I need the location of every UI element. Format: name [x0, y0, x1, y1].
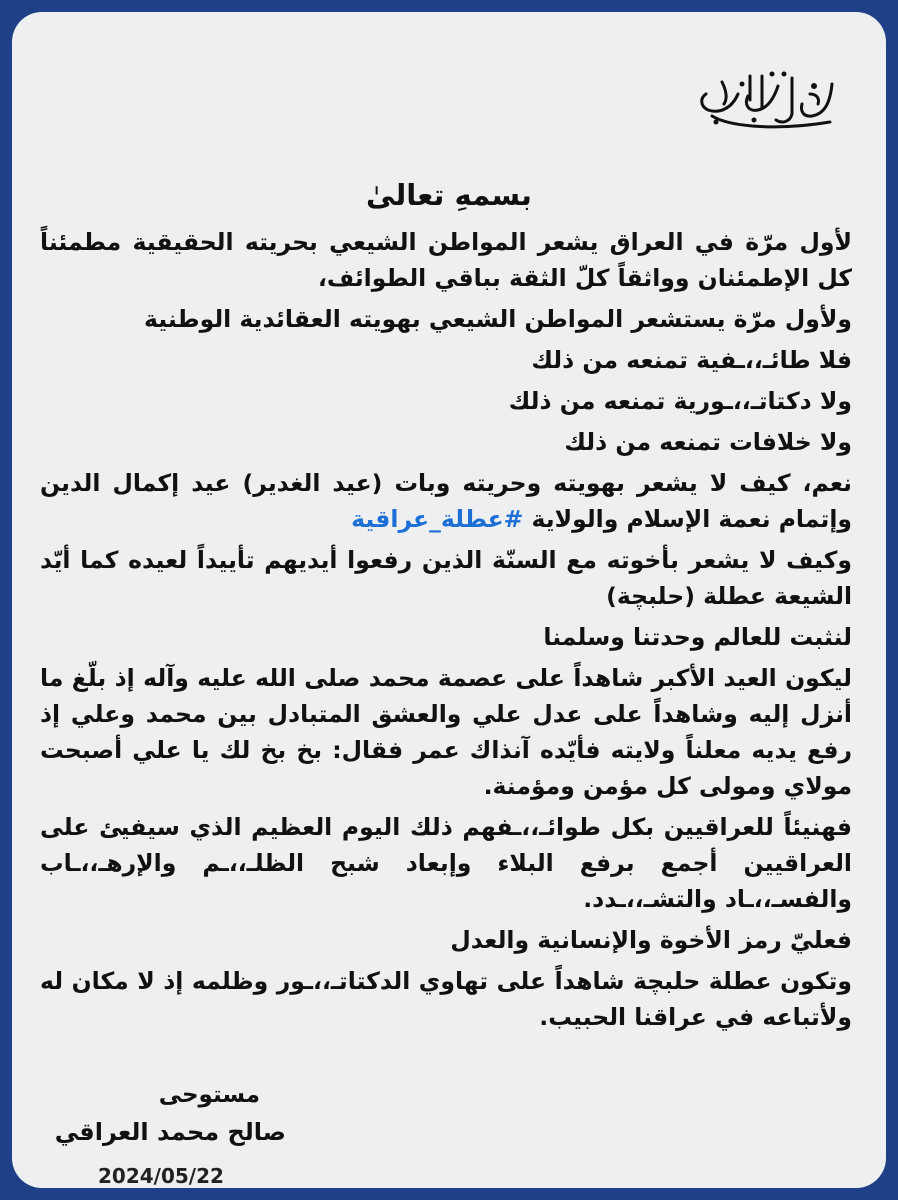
paragraph-congratulations: فهنيئاً للعراقيين بكل طوائـ،،ـفهم ذلك اليوم العظيم الذي سيفيئ على العراقيين أجمع برفع البلاء وإبعاد شبح الظلـ،،ـم والإرهـ،،ـاب والفسـ،،ـاد والتشـ،،ـدد.	[40, 813, 852, 913]
document-date: 2024/05/22	[98, 1164, 224, 1188]
paragraph-first-time: لأول مرّة في العراق يشعر المواطن الشيعي بحريته الحقيقية مطمئناً كل الإطمئنان وواثقاً كلّ الثقة بباقي الطوائف،	[40, 228, 852, 292]
paragraph-halabja: وتكون عطلة حلبچة شاهداً على تهاوي الدكتاتـ،،ـور وظلمه إذ لا مكان له ولأتباعه في عراقنا الحبيب.	[40, 967, 852, 1031]
letter-body	[40, 224, 852, 1040]
paragraph-unity: لنثبت للعالم وحدتنا وسلمنا	[543, 623, 852, 651]
paragraph-eid: ليكون العيد الأكبر شاهداً على عصمة محمد صلى الله عليه وآله إذ بلّغ ما أنزل إليه وشاهداً على عدل علي والعشق المتبادل بين محمد وعلي إذ رفع يديه معلناً ولايته فأيّده آنذاك عمر فقال: بخ بخ لك يا علي أصبحت مولاي ومولى كل مؤمن ومؤمنة.	[40, 664, 852, 800]
document-page	[12, 12, 886, 1188]
paragraph-no-disputes: ولا خلافات تمنعه من ذلك	[564, 428, 852, 456]
paragraph-identity: ولأول مرّة يستشعر المواطن الشيعي بهويته العقائدية الوطنية	[144, 305, 852, 333]
paragraph-ali-symbol: فعليّ رمز الأخوة والإنسانية والعدل	[450, 926, 852, 954]
ghadir-text: نعم، كيف لا يشعر بهويته وحريته وبات (عيد الغدير) عيد إكمال الدين وإتمام نعمة الإسلام والولاية	[40, 469, 852, 533]
paragraph-brotherhood: وكيف لا يشعر بأخوته مع السنّة الذين رفعوا أيديهم تأييداً لعيده كما أيّد الشيعة عطلة (حلبچة)	[40, 546, 852, 610]
vizier-logo	[692, 64, 842, 134]
page-heading: بسمهِ تعالىٰ	[366, 178, 532, 212]
signature-inspired: مستوحى	[158, 1082, 260, 1108]
signature-name: صالح محمد العراقي	[54, 1118, 286, 1146]
hashtag-link[interactable]: #عطلة_عراقية	[351, 505, 524, 533]
paragraph-no-sectarian: فلا طائـ،،ـفية تمنعه من ذلك	[531, 346, 852, 374]
paragraph-no-dictator: ولا دكتاتـ،،ـورية تمنعه من ذلك	[508, 387, 852, 415]
paragraph-ghadir	[40, 465, 852, 537]
